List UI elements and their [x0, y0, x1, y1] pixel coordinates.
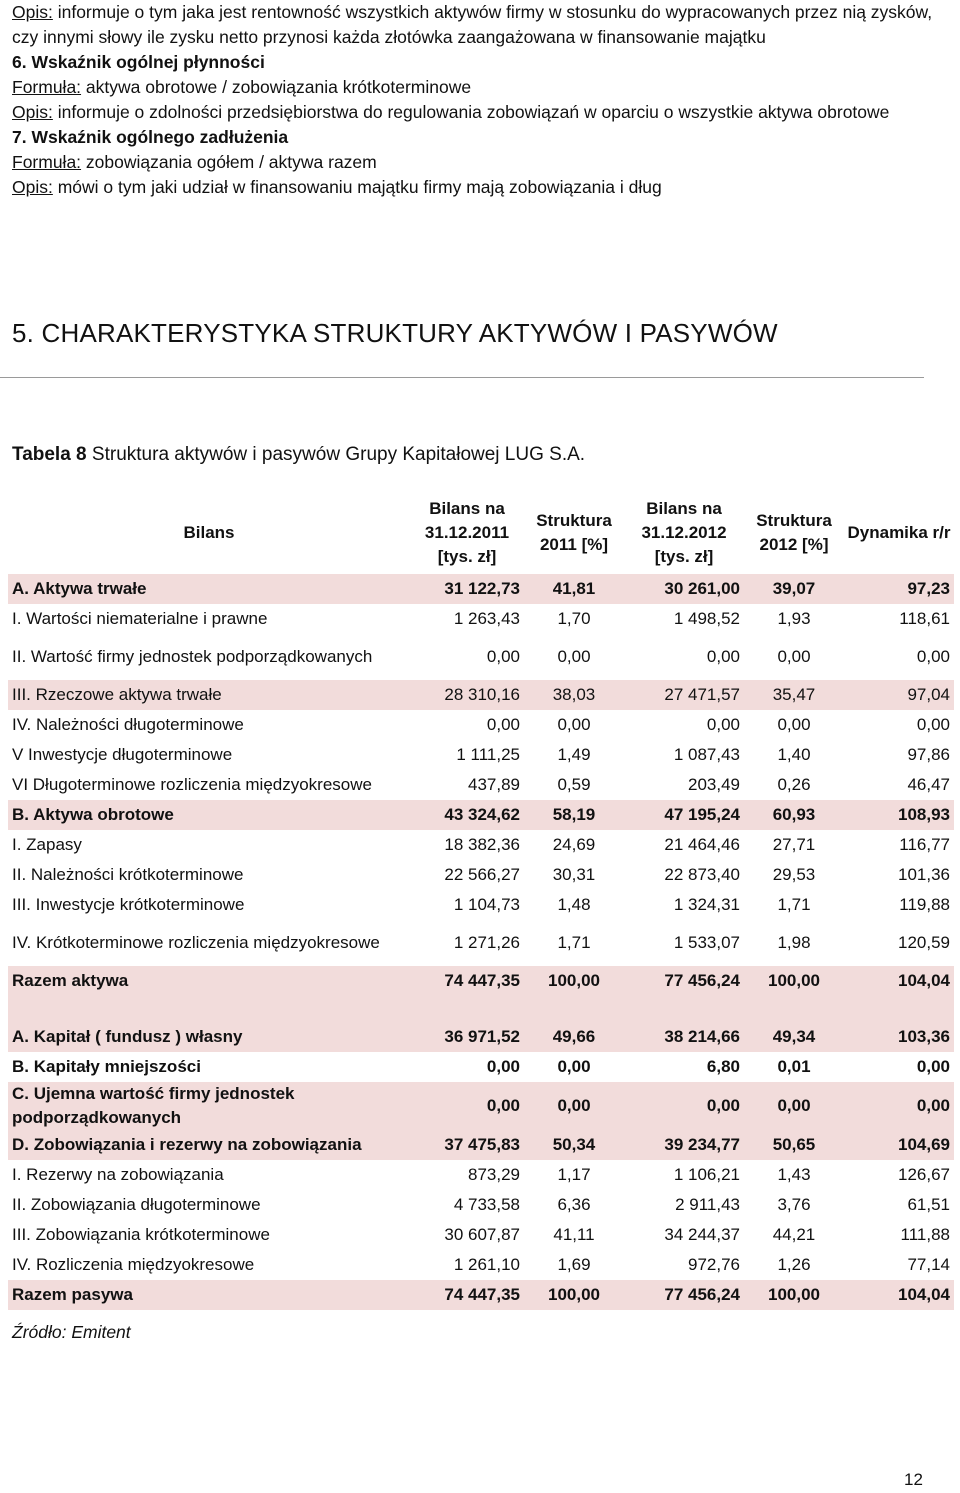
description-label: Opis:: [12, 177, 53, 197]
table-row: [8, 1160, 954, 1190]
value-cell: 50,65: [744, 1130, 844, 1160]
table-row: [8, 740, 954, 770]
column-header: Bilans: [183, 523, 235, 542]
value-cell: 38 214,66: [624, 1022, 744, 1052]
row-label-cell: Razem pasywa: [8, 1280, 410, 1310]
row-label-cell: I. Zapasy: [12, 835, 82, 854]
value-cell: 1,71: [557, 933, 591, 952]
value-cell: 39 234,77: [624, 1130, 744, 1160]
column-header: Struktura 2012 [%]: [756, 511, 832, 554]
value-cell: 1 271,26: [453, 933, 520, 952]
value-cell: 0,00: [557, 647, 591, 666]
table-row: [8, 920, 954, 966]
ratio5-description: [12, 0, 942, 50]
table-spacer-row: [8, 996, 954, 1022]
value-cell: 1,43: [777, 1165, 811, 1184]
table-row: [8, 604, 954, 634]
value-cell: 39,07: [744, 574, 844, 604]
value-cell: 111,88: [900, 1225, 950, 1244]
value-cell: 104,04: [844, 966, 954, 996]
value-cell: 118,61: [899, 609, 950, 628]
ratio7-title: 7. Wskaźnik ogólnego zadłużenia: [12, 127, 289, 147]
formula-text: zobowiązania ogółem / aktywa razem: [81, 152, 377, 172]
formula-text: aktywa obrotowe / zobowiązania krótkoterminowe: [81, 77, 472, 97]
value-cell: 1,17: [557, 1165, 591, 1184]
value-cell: 101,36: [898, 865, 950, 884]
value-cell: 0,00: [486, 647, 520, 666]
source-note: Źródło: Emitent: [12, 1322, 131, 1342]
value-cell: 37 475,83: [410, 1130, 524, 1160]
column-header: Struktura 2011 [%]: [536, 511, 612, 554]
value-cell: 24,69: [552, 835, 596, 854]
table-row: [8, 634, 954, 680]
spacer-cell: [744, 996, 844, 1022]
value-cell: 972,76: [688, 1255, 740, 1274]
ratio-descriptions: [12, 0, 942, 200]
value-cell: 120,59: [898, 933, 950, 952]
value-cell: 18 382,36: [444, 835, 520, 854]
table-caption: [12, 444, 585, 466]
value-cell: 3,76: [777, 1195, 811, 1214]
value-cell: 77,14: [907, 1255, 950, 1274]
section-heading: 5. CHARAKTERYSTYKA STRUKTURY AKTYWÓW I PASYWÓW: [12, 318, 778, 348]
row-label-cell: IV. Krótkoterminowe rozliczenia międzyokresowe: [12, 933, 380, 952]
value-cell: 437,89: [468, 775, 520, 794]
table-row: [8, 966, 954, 996]
value-cell: 0,00: [777, 715, 811, 734]
ratio6-description: [12, 100, 942, 125]
value-cell: 60,93: [744, 800, 844, 830]
table-row: [8, 1022, 954, 1052]
value-cell: 1,98: [777, 933, 811, 952]
description-text: informuje o tym jaka jest rentowność wszystkich aktywów firmy w stosunku do wypracowanych przez nią zysków, czy innymi słowy ile zysku netto przynosi każda złotówka zaangażowana w finansowanie majątku: [12, 2, 933, 47]
formula-label: Formuła:: [12, 152, 82, 172]
value-cell: 74 447,35: [410, 966, 524, 996]
value-cell: 119,88: [899, 895, 950, 914]
row-label-cell: B. Kapitały mniejszości: [12, 1057, 201, 1076]
table-caption-label: Tabela 8: [12, 444, 87, 465]
value-cell: 49,66: [524, 1022, 624, 1052]
table-row: [8, 830, 954, 860]
ratio7-description: [12, 175, 942, 200]
value-cell: 27,71: [772, 835, 816, 854]
value-cell: 1,48: [557, 895, 591, 914]
row-label-cell: B. Aktywa obrotowe: [8, 800, 410, 830]
value-cell: 97,04: [844, 680, 954, 710]
value-cell: 126,67: [898, 1165, 950, 1184]
row-label-cell: I. Wartości niematerialne i prawne: [12, 609, 268, 628]
value-cell: 22 873,40: [664, 865, 740, 884]
value-cell: 203,49: [688, 775, 740, 794]
spacer-cell: [524, 996, 624, 1022]
value-cell: 1,69: [557, 1255, 591, 1274]
value-cell: 1 087,43: [673, 745, 740, 764]
value-cell: 104,04: [844, 1280, 954, 1310]
row-label-cell: III. Rzeczowe aktywa trwałe: [8, 680, 410, 710]
value-cell: 100,00: [744, 1280, 844, 1310]
value-cell: 1 263,43: [453, 609, 520, 628]
row-label-cell: IV. Rozliczenia międzyokresowe: [12, 1255, 255, 1274]
value-cell: 38,03: [524, 680, 624, 710]
value-cell: 0,00: [524, 1082, 624, 1130]
row-label-cell: D. Zobowiązania i rezerwy na zobowiązania: [8, 1130, 410, 1160]
value-cell: 43 324,62: [410, 800, 524, 830]
table-caption-text: Struktura aktywów i pasywów Grupy Kapitałowej LUG S.A.: [86, 444, 586, 465]
value-cell: 1 106,21: [673, 1165, 740, 1184]
value-cell: 44,21: [772, 1225, 816, 1244]
value-cell: 0,00: [410, 1082, 524, 1130]
row-label-cell: III. Zobowiązania krótkoterminowe: [12, 1225, 270, 1244]
table-row: [8, 680, 954, 710]
table-row: [8, 1250, 954, 1280]
value-cell: 77 456,24: [624, 1280, 744, 1310]
value-cell: 2 911,43: [675, 1195, 740, 1214]
value-cell: 873,29: [468, 1165, 520, 1184]
value-cell: 30,31: [552, 865, 596, 884]
value-cell: 47 195,24: [624, 800, 744, 830]
table-row: [8, 1190, 954, 1220]
value-cell: 0,00: [486, 715, 520, 734]
value-cell: 41,11: [553, 1225, 595, 1244]
row-label-cell: IV. Należności długoterminowe: [12, 715, 244, 734]
value-cell: 21 464,46: [664, 835, 740, 854]
value-cell: 1 104,73: [453, 895, 520, 914]
value-cell: 116,77: [899, 835, 950, 854]
value-cell: 97,86: [907, 745, 950, 764]
value-cell: 1,93: [777, 609, 811, 628]
row-label-cell: I. Rezerwy na zobowiązania: [12, 1165, 224, 1184]
table-row: [8, 1220, 954, 1250]
table-row: [8, 1052, 954, 1082]
description-text: mówi o tym jaki udział w finansowaniu majątku firmy mają zobowiązania i dług: [52, 177, 662, 197]
table-row: [8, 1130, 954, 1160]
value-cell: 1,71: [777, 895, 811, 914]
value-cell: 0,59: [557, 775, 591, 794]
value-cell: 50,34: [524, 1130, 624, 1160]
value-cell: 74 447,35: [410, 1280, 524, 1310]
table-row: [8, 860, 954, 890]
value-cell: 61,51: [907, 1195, 950, 1214]
value-cell: 108,93: [844, 800, 954, 830]
row-label-cell: A. Aktywa trwałe: [8, 574, 410, 604]
description-label: Opis:: [12, 102, 53, 122]
value-cell: 0,26: [777, 775, 811, 794]
ratio7-formula: [12, 150, 942, 175]
table-row: [8, 890, 954, 920]
column-header: Bilans na 31.12.2012 [tys. zł]: [641, 499, 727, 566]
value-cell: 0,00: [557, 1057, 591, 1076]
column-header: Dynamika r/r: [847, 523, 951, 542]
value-cell: 1 261,10: [453, 1255, 520, 1274]
value-cell: 1,40: [777, 745, 811, 764]
value-cell: 0,00: [777, 647, 811, 666]
value-cell: 100,00: [524, 1280, 624, 1310]
value-cell: 0,00: [744, 1082, 844, 1130]
formula-label: Formuła:: [12, 77, 82, 97]
row-label-cell: V Inwestycje długoterminowe: [12, 745, 233, 764]
column-header: Bilans na 31.12.2011 [tys. zł]: [424, 499, 510, 566]
spacer-cell: [624, 996, 744, 1022]
table-row: [8, 574, 954, 604]
description-text: informuje o zdolności przedsiębiorstwa do regulowania zobowiązań w oparciu o wszystkie aktywa obrotowe: [52, 102, 890, 122]
value-cell: 1 324,31: [673, 895, 740, 914]
value-cell: 1,49: [557, 745, 591, 764]
value-cell: 30 607,87: [444, 1225, 520, 1244]
value-cell: 0,00: [916, 1057, 950, 1076]
value-cell: 0,00: [844, 1082, 954, 1130]
ratio6-formula: [12, 75, 942, 100]
table-row: [8, 710, 954, 740]
value-cell: 103,36: [844, 1022, 954, 1052]
value-cell: 41,81: [524, 574, 624, 604]
row-label-cell: A. Kapitał ( fundusz ) własny: [8, 1022, 410, 1052]
value-cell: 1,26: [777, 1255, 811, 1274]
value-cell: 0,00: [706, 647, 740, 666]
table-row: [8, 1280, 954, 1310]
value-cell: 100,00: [524, 966, 624, 996]
spacer-cell: [8, 996, 410, 1022]
value-cell: 0,00: [486, 1057, 520, 1076]
value-cell: 28 310,16: [410, 680, 524, 710]
value-cell: 97,23: [844, 574, 954, 604]
value-cell: 34 244,37: [664, 1225, 740, 1244]
table-row: [8, 1082, 954, 1130]
value-cell: 49,34: [744, 1022, 844, 1052]
value-cell: 0,00: [624, 1082, 744, 1130]
table-row: [8, 800, 954, 830]
value-cell: 77 456,24: [624, 966, 744, 996]
value-cell: 104,69: [844, 1130, 954, 1160]
value-cell: 4 733,58: [453, 1195, 520, 1214]
row-label-cell: II. Wartość firmy jednostek podporządkowanych: [12, 647, 373, 666]
value-cell: 35,47: [744, 680, 844, 710]
row-label-cell: Razem aktywa: [8, 966, 410, 996]
spacer-cell: [410, 996, 524, 1022]
page-number: 12: [904, 1470, 923, 1489]
table-row: [8, 770, 954, 800]
row-label-cell: VI Długoterminowe rozliczenia międzyokresowe: [12, 775, 372, 794]
value-cell: 30 261,00: [624, 574, 744, 604]
value-cell: 22 566,27: [444, 865, 520, 884]
value-cell: 1 498,52: [673, 609, 740, 628]
value-cell: 0,00: [557, 715, 591, 734]
value-cell: 29,53: [772, 865, 816, 884]
value-cell: 36 971,52: [410, 1022, 524, 1052]
value-cell: 58,19: [524, 800, 624, 830]
row-label-cell: II. Zobowiązania długoterminowe: [12, 1195, 261, 1214]
heading-divider: [0, 377, 924, 378]
balance-structure-table: [8, 492, 954, 1310]
ratio6-title: 6. Wskaźnik ogólnej płynności: [12, 52, 265, 72]
value-cell: 0,00: [916, 715, 950, 734]
value-cell: 1 533,07: [673, 933, 740, 952]
value-cell: 1,70: [557, 609, 591, 628]
value-cell: 0,00: [916, 647, 950, 666]
spacer-cell: [844, 996, 954, 1022]
value-cell: 0,01: [777, 1057, 811, 1076]
value-cell: 31 122,73: [410, 574, 524, 604]
value-cell: 100,00: [744, 966, 844, 996]
value-cell: 1 111,25: [456, 745, 520, 764]
value-cell: 46,47: [907, 775, 950, 794]
description-label: Opis:: [12, 2, 53, 22]
row-label-cell: C. Ujemna wartość firmy jednostek podporządkowanych: [8, 1082, 410, 1130]
table-header-row: [8, 492, 954, 574]
value-cell: 6,36: [557, 1195, 591, 1214]
row-label-cell: II. Należności krótkoterminowe: [12, 865, 244, 884]
value-cell: 0,00: [706, 715, 740, 734]
row-label-cell: III. Inwestycje krótkoterminowe: [12, 895, 245, 914]
value-cell: 27 471,57: [624, 680, 744, 710]
value-cell: 6,80: [706, 1057, 740, 1076]
